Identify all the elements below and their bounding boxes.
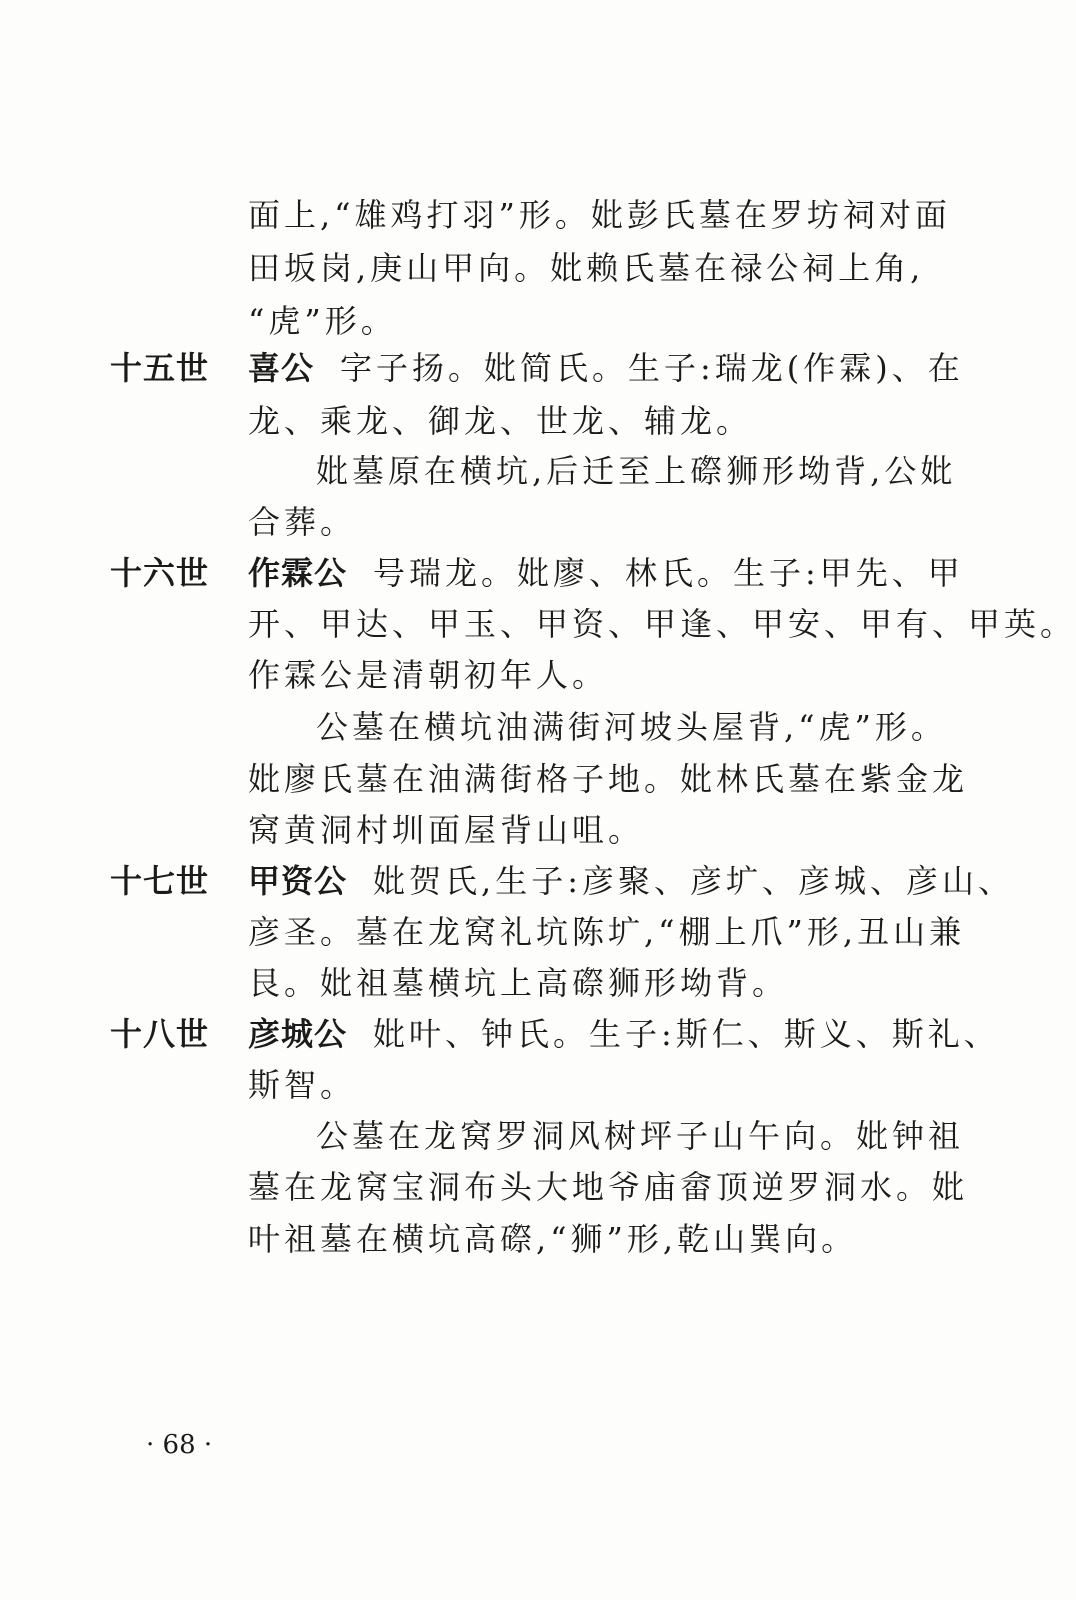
ancestor-name: 甲资公 [248,862,348,900]
text-line: 叶祖墓在横坑高磜,“狮”形,乾山巽向。 [248,1220,858,1258]
entry-text: 妣叶、钟氏。生子:斯仁、斯义、斯礼、 [373,1015,1000,1053]
text-line: 面上,“雄鸡打羽”形。妣彭氏墓在罗坊祠对面 [248,196,951,234]
text-line: 田坂岗,庚山甲向。妣赖氏墓在禄公祠上角, [248,249,925,287]
entry-first-line [248,856,1014,906]
text-line: “虎”形。 [248,302,397,340]
generation-label: 十五世 [110,349,210,387]
page-number: · 68 · [146,1430,213,1460]
text-line: 彦圣。墓在龙窝礼坑陈圹,“棚上爪”形,丑山兼 [248,913,966,951]
text-line: 作霖公是清朝初年人。 [248,656,609,694]
generation-label: 十七世 [110,862,210,900]
paragraph-line: 妣墓原在横坑,后迁至上磜狮形坳背,公妣 [316,452,957,490]
text-line: 妣廖氏墓在油满街格子地。妣林氏墓在紫金龙 [248,760,969,798]
text-line: 龙、乘龙、御龙、世龙、辅龙。 [248,402,753,440]
entry-text: 妣贺氏,生子:彦聚、彦圹、彦城、彦山、 [373,862,1014,900]
entry-first-line [248,343,964,393]
paragraph-line: 公墓在横坑油满街河坡头屋背,“虎”形。 [316,708,947,746]
paragraph-line: 公墓在龙窝罗洞风树坪子山午向。妣钟祖 [316,1117,965,1155]
entry-first-line [248,1009,1000,1059]
entry-text: 字子扬。妣简氏。生子:瑞龙(作霖)、在 [340,349,964,387]
text-line: 斯智。 [248,1066,357,1104]
ancestor-name: 喜公 [248,349,315,387]
text-line: 墓在龙窝宝洞布头大地爷庙畲顶逆罗洞水。妣 [248,1168,969,1206]
entry-first-line [248,548,964,598]
text-line: 合葬。 [248,503,357,541]
text-line: 窝黄洞村圳面屋背山咀。 [248,811,645,849]
entry-text: 号瑞龙。妣廖、林氏。生子:甲先、甲 [373,554,964,592]
generation-label: 十八世 [110,1015,210,1053]
text-line: 艮。妣祖墓横坑上高磜狮形坳背。 [248,964,789,1002]
generation-label: 十六世 [110,554,210,592]
ancestor-name: 彦城公 [248,1015,348,1053]
text-line: 开、甲达、甲玉、甲资、甲逢、甲安、甲有、甲英。 [248,605,1076,643]
ancestor-name: 作霖公 [248,554,348,592]
